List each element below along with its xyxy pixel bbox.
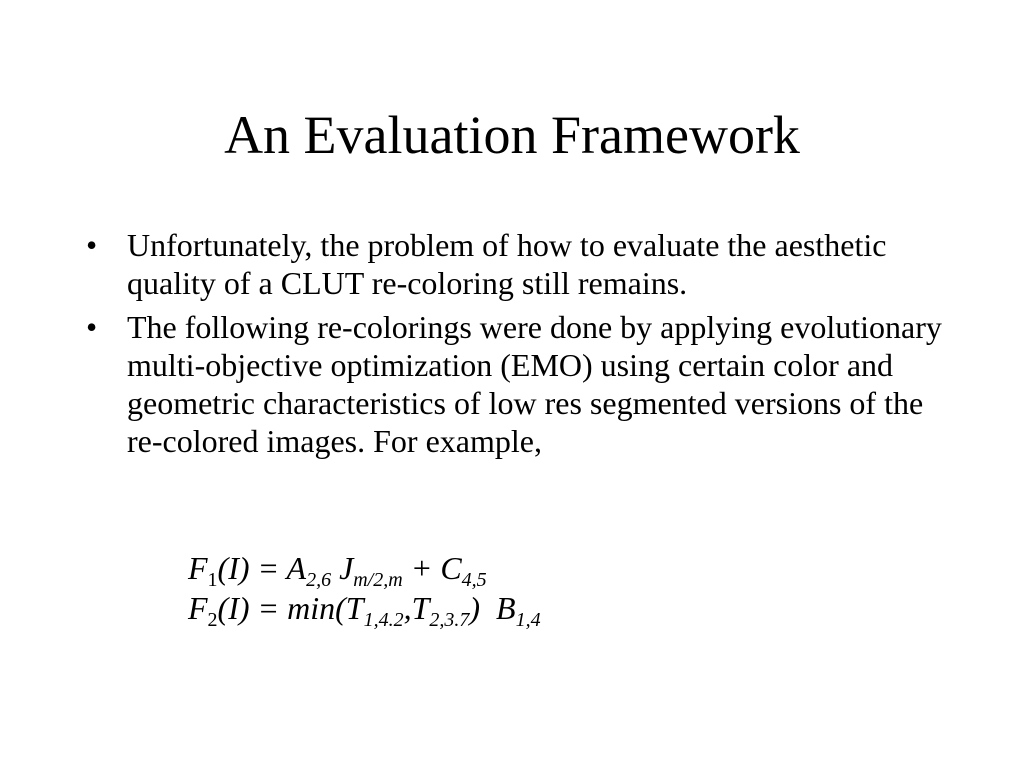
formula-f2-comma: ,T	[403, 590, 430, 626]
formula-f2-b-subscript: 1,4	[515, 609, 541, 631]
formula-f2-t2-subscript: 2,3.7	[429, 609, 470, 631]
formula-f2	[188, 588, 541, 631]
formula-f2-close: ) B	[469, 590, 516, 626]
formula-f1-j-subscript: m/2,m	[353, 569, 403, 591]
formula-f2-subscript: 2	[207, 609, 218, 631]
bullet-item	[86, 308, 946, 460]
bullet-text: Unfortunately, the problem of how to evaluate the aesthetic quality of a CLUT re-coloring still remains.	[127, 227, 887, 301]
formula-f1-subscript: 1	[207, 569, 218, 591]
formula-f1-arg: (I) = A	[217, 550, 307, 586]
slide-title: An Evaluation Framework	[224, 105, 800, 165]
formula-f1-j: J	[339, 550, 354, 586]
bullet-text: The following re-colorings were done by applying evolutionary multi-objective optimization (EMO) using certain color and geometric characteristics of low res segmented versions of the re-colored images. For example,	[127, 309, 942, 459]
formula-f1-a-subscript: 2,6	[306, 569, 332, 591]
formula-f1	[188, 548, 541, 591]
bullet-item	[86, 226, 946, 302]
formula-f2-arg: (I) = min(T	[217, 590, 364, 626]
formula-f2-symbol: F	[188, 590, 208, 626]
formula-f1-symbol: F	[188, 550, 208, 586]
formula-block	[188, 548, 541, 631]
formula-f2-t1-subscript: 1,4.2	[363, 609, 404, 631]
formula-f1-c-subscript: 4,5	[461, 569, 487, 591]
bullet-dot-icon: •	[86, 309, 98, 345]
bullet-dot-icon: •	[86, 227, 98, 263]
bullet-list	[86, 226, 946, 466]
formula-f1-plus: + C	[410, 550, 462, 586]
